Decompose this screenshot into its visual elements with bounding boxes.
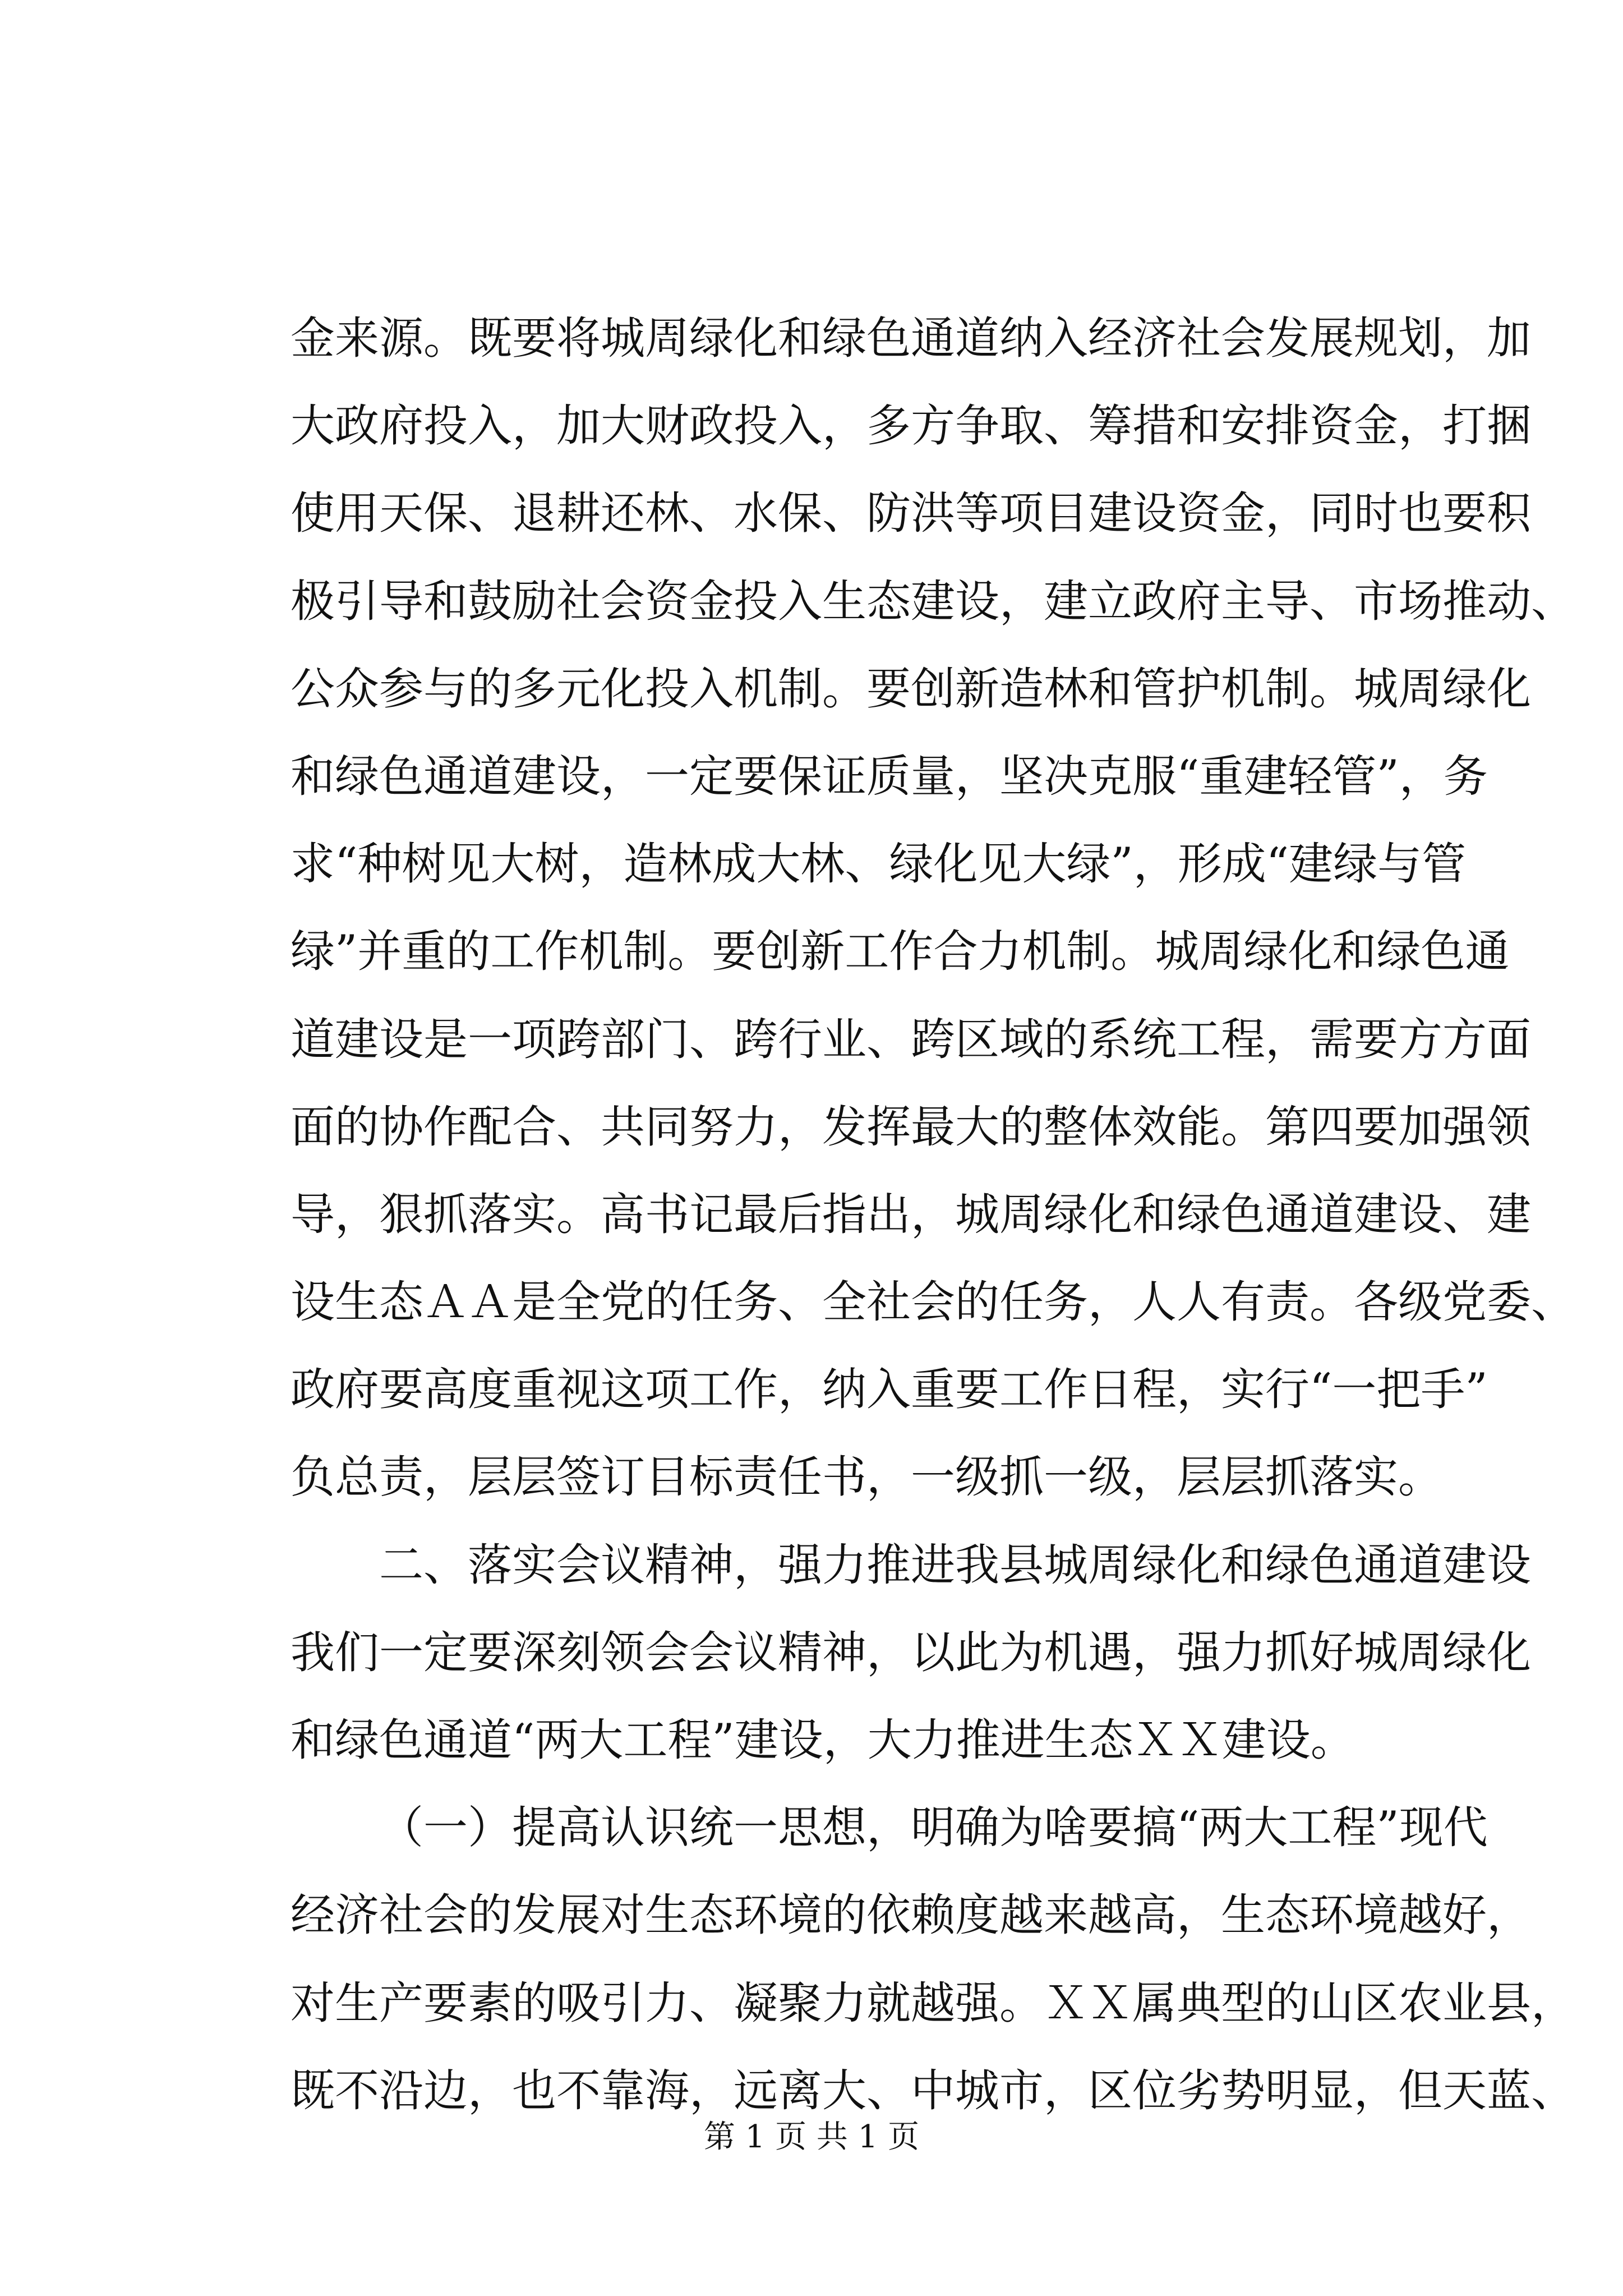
text-line: 导，狠抓落实。高书记最后指出，城周绿化和绿色通道建设、建 [291, 1188, 1531, 1240]
text-line: 求“种树见大树，造林成大林、绿化见大绿”，形成“建绿与管 [291, 838, 1467, 890]
text-line: 设生态ＡＡ是全党的任务、全社会的任务，人人有责。各级党委、 [291, 1276, 1575, 1328]
section-heading: 二、落实会议精神，强力推进我县城周绿化和绿色通道建设 [379, 1539, 1531, 1591]
page-footer [0, 2118, 1623, 2157]
text-line: 大政府投入，加大财政投入，多方争取、筹措和安排资金，打捆 [291, 400, 1531, 452]
page-number-label: 第 1 页 共 1 页 [703, 2119, 920, 2155]
text-line: 道建设是一项跨部门、跨行业、跨区域的系统工程，需要方方面 [291, 1013, 1531, 1065]
text-line: 政府要高度重视这项工作，纳入重要工作日程，实行“一把手” [291, 1364, 1488, 1416]
text-line: 我们一定要深刻领会会议精神，以此为机遇，强力抓好城周绿化 [291, 1626, 1531, 1678]
text-line: 绿”并重的工作机制。要创新工作合力机制。城周绿化和绿色通 [291, 926, 1510, 978]
subsection-heading: （一）提高认识统一思想，明确为啥要搞“两大工程”现代 [379, 1802, 1488, 1854]
text-line: 既不沿边，也不靠海，远离大、中城市，区位劣势明显，但天蓝、 [291, 2064, 1575, 2116]
text-line: 对生产要素的吸引力、凝聚力就越强。ＸＸ属典型的山区农业县， [291, 1977, 1575, 2029]
text-line: 金来源。既要将城周绿化和绿色通道纳入经济社会发展规划，加 [291, 312, 1531, 364]
text-line: 面的协作配合、共同努力，发挥最大的整体效能。第四要加强领 [291, 1101, 1531, 1153]
text-line: 极引导和鼓励社会资金投入生态建设，建立政府主导、市场推动、 [291, 575, 1575, 627]
text-line: 使用天保、退耕还林、水保、防洪等项目建设资金，同时也要积 [291, 487, 1531, 540]
text-line: 和绿色通道“两大工程”建设，大力推进生态ＸＸ建设。 [291, 1714, 1355, 1766]
document-body [291, 295, 1575, 2134]
text-line: 负总责，层层签订目标责任书，一级抓一级，层层抓落实。 [291, 1451, 1442, 1503]
text-line: 公众参与的多元化投入机制。要创新造林和管护机制。城周绿化 [291, 662, 1531, 715]
text-line: 和绿色通道建设，一定要保证质量，坚决克服“重建轻管”，务 [291, 750, 1488, 802]
text-line: 经济社会的发展对生态环境的依赖度越来越高，生态环境越好， [291, 1889, 1531, 1941]
